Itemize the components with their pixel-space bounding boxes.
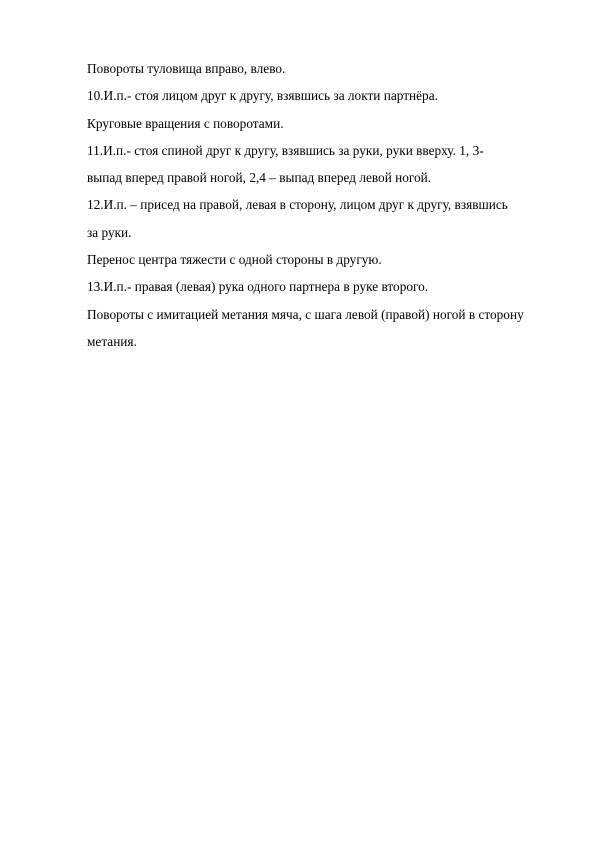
text-line-3: Круговые вращения с поворотами.: [87, 115, 284, 131]
text-line-11: метания.: [87, 333, 137, 349]
text-line-9: 13.И.п.- правая (левая) рука одного партнера в руке второго.: [87, 279, 429, 295]
text-line-10: Повороты с имитацией метания мяча, с шага левой (правой) ногой в сторону: [87, 306, 524, 322]
document-text: [87, 55, 547, 355]
text-line-6: 12.И.п. – присед на правой, левая в сторону, лицом друг к другу, взявшись: [87, 197, 508, 213]
text-line-5: выпад вперед правой ногой, 2,4 – выпад вперед левой ногой.: [87, 170, 432, 186]
text-line-1: Повороты туловища вправо, влево.: [87, 61, 286, 76]
text-line-2: 10.И.п.- стоя лицом друг к другу, взявшись за локти партнёра.: [87, 88, 438, 104]
text-line-7: за руки.: [87, 224, 132, 240]
text-line-8: Перенос центра тяжести с одной стороны в другую.: [87, 252, 382, 268]
text-line-4: 11.И.п.- стоя спиной друг к другу, взявшись за руки, руки вверху. 1, 3-: [87, 142, 484, 158]
